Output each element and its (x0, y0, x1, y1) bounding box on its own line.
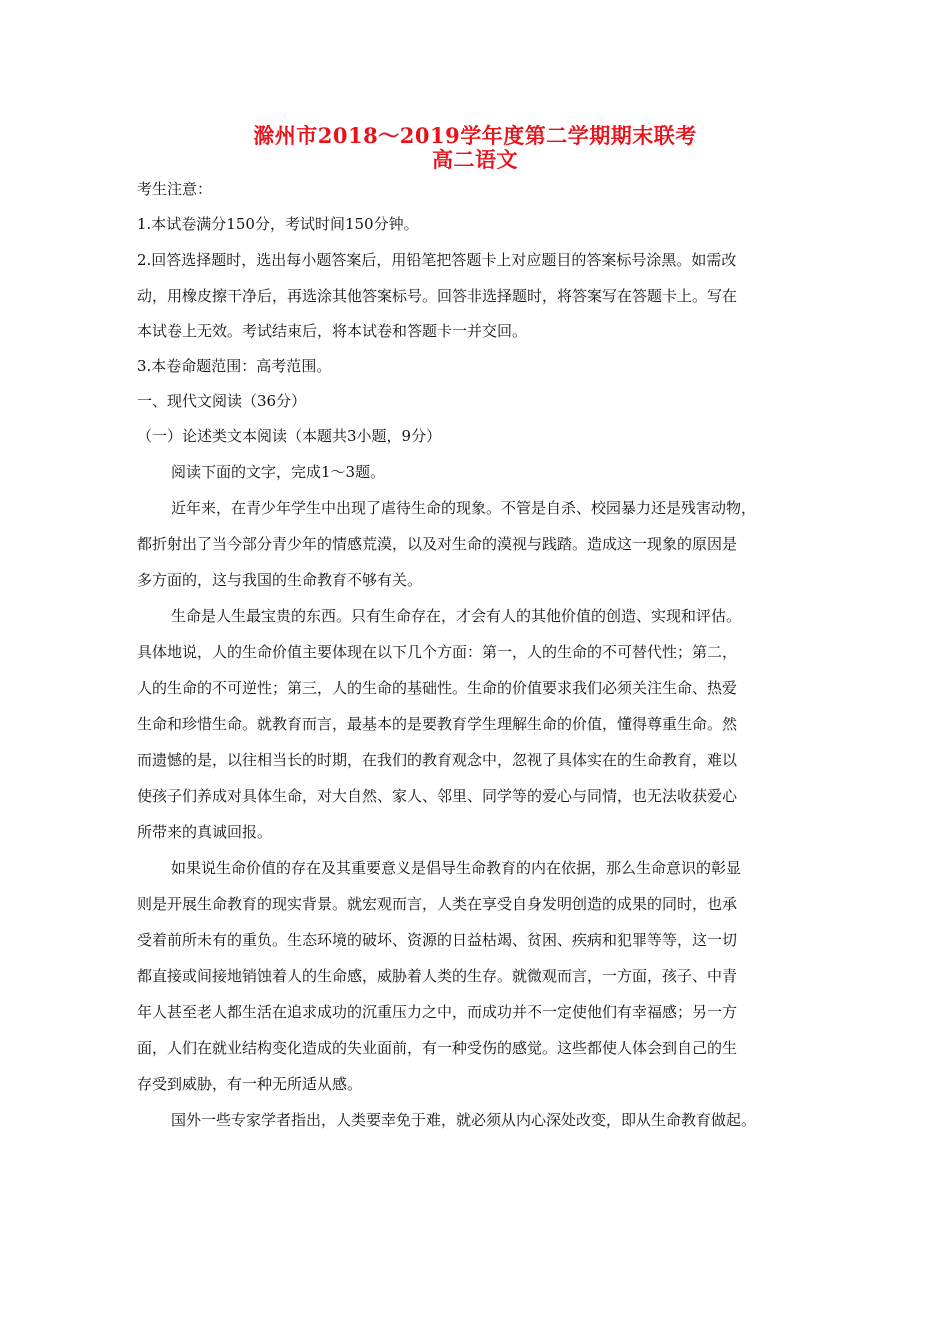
reading-instruction: 阅读下面的文字，完成1～3题。 (171, 463, 386, 481)
passage-line: 存受到威胁，有一种无所适从感。 (137, 1075, 363, 1093)
passage-line: 具体地说，人的生命价值主要体现在以下几个方面：第一，人的生命的不可替代性；第二， (137, 643, 738, 661)
passage-line: 则是开展生命教育的现实背景。就宏观而言，人类在享受自身发明创造的成果的同时，也承 (137, 895, 738, 913)
passage-line: 生命是人生最宝贵的东西。只有生命存在，才会有人的其他价值的创造、实现和评估。 (171, 607, 742, 625)
passage-line: 多方面的，这与我国的生命教育不够有关。 (137, 571, 423, 589)
notice-item: 3.本卷命题范围：高考范围。 (137, 357, 332, 375)
document-body (137, 172, 827, 1138)
exam-title: 滁州市2018～2019学年度第二学期期末联考 (253, 123, 697, 148)
notice-item-continued: 动，用橡皮擦干净后，再选涂其他答案标号。回答非选择题时，将答案写在答题卡上。写在 (137, 287, 738, 305)
passage-line: 都折射出了当今部分青少年的情感荒漠，以及对生命的漠视与践踏。造成这一现象的原因是 (137, 535, 738, 553)
notice-item: 1.本试卷满分150分，考试时间150分钟。 (137, 215, 419, 233)
notice-heading: 考生注意： (137, 180, 213, 198)
passage-line: 国外一些专家学者指出，人类要幸免于难，就必须从内心深处改变，即从生命教育做起。 (171, 1111, 757, 1129)
passage-line: 都直接或间接地销蚀着人的生命感，威胁着人类的生存。就微观而言，一方面，孩子、中青 (137, 967, 738, 985)
passage-line: 而遗憾的是，以往相当长的时期，在我们的教育观念中，忽视了具体实在的生命教育，难以 (137, 751, 738, 769)
passage-line: 如果说生命价值的存在及其重要意义是倡导生命教育的内在依据，那么生命意识的彰显 (171, 859, 742, 877)
passage-line: 所带来的真诚回报。 (137, 823, 273, 841)
section-heading: 一、现代文阅读（36分） (137, 392, 307, 410)
exam-subtitle: 高二语文 (432, 147, 518, 172)
passage-line: 生命和珍惜生命。就教育而言，最基本的是要教育学生理解生命的价值，懂得尊重生命。然 (137, 715, 738, 733)
passage-line: 近年来，在青少年学生中出现了虐待生命的现象。不管是自杀、校园暴力还是残害动物， (171, 499, 757, 517)
passage-line: 面，人们在就业结构变化造成的失业面前，有一种受伤的感觉。这些都使人体会到自己的生 (137, 1039, 738, 1057)
passage-line: 人的生命的不可逆性；第三，人的生命的基础性。生命的价值要求我们必须关注生命、热爱 (137, 679, 738, 697)
subsection-heading: （一）论述类文本阅读（本题共3小题，9分） (137, 427, 442, 445)
passage-line: 年人甚至老人都生活在追求成功的沉重压力之中，而成功并不一定使他们有幸福感；另一方 (137, 1003, 738, 1021)
notice-item: 2.回答选择题时，选出每小题答案后，用铅笔把答题卡上对应题目的答案标号涂黑。如需改 (137, 251, 737, 269)
passage-line: 使孩子们养成对具体生命，对大自然、家人、邻里、同学等的爱心与同情，也无法收获爱心 (137, 787, 738, 805)
passage-line: 受着前所未有的重负。生态环境的破坏、资源的日益枯竭、贫困、疾病和犯罪等等，这一切 (137, 931, 738, 949)
notice-item-continued: 本试卷上无效。考试结束后，将本试卷和答题卡一并交回。 (137, 322, 528, 340)
